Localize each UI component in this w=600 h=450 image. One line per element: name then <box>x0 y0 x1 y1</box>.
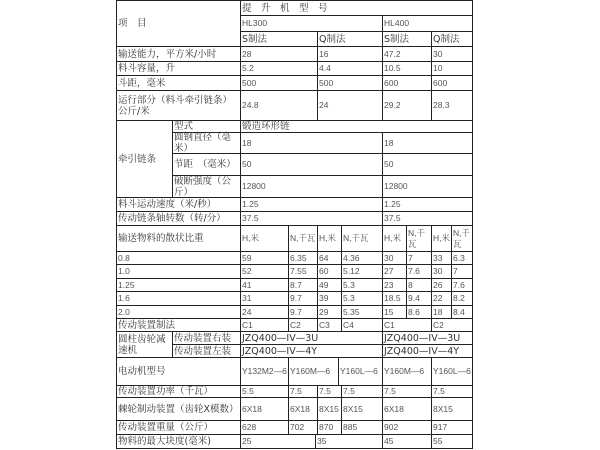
capacity-label: 输送能力，平方米/小时 <box>118 48 217 60</box>
chain-label-cell <box>116 120 173 198</box>
bucket-pitch-label-cell <box>116 75 241 91</box>
material-value-cell <box>406 251 432 265</box>
max-lump-value: 45 <box>384 436 394 446</box>
model-header-cell <box>240 15 383 32</box>
running-weight-value: 28.3 <box>433 100 450 110</box>
chain-diameter-value-cell <box>240 132 383 154</box>
chain-pitch-label-cell <box>172 153 241 176</box>
bucket-speed-label-cell <box>116 197 241 212</box>
bucket-volume-value-cell <box>240 61 318 76</box>
chain-strength-value: 12800 <box>384 181 408 191</box>
material-value-cell <box>288 278 318 292</box>
bucket-volume-value-cell <box>431 61 473 76</box>
material-value: 8.4 <box>453 306 465 317</box>
material-value-cell <box>341 305 383 319</box>
capacity-value-cell <box>240 46 318 62</box>
material-value: 31 <box>242 293 252 303</box>
model-header: HL400 <box>384 18 410 28</box>
running-weight-value: 24.8 <box>242 100 259 110</box>
material-value-cell <box>341 278 383 292</box>
running-weight-label: 运行部分（料斗牵引链条） 公斤/米 <box>118 94 237 117</box>
drive-weight-value-cell <box>317 420 342 435</box>
power-value: 5.5 <box>242 386 254 396</box>
material-value-cell <box>240 251 289 265</box>
ratchet-value: 8X15 <box>319 403 339 414</box>
chain-diameter-value: 18 <box>242 137 252 148</box>
ratchet-label-cell <box>116 397 241 421</box>
ratchet-value: 8X15 <box>343 403 363 414</box>
material-value-cell <box>406 278 432 292</box>
running-weight-value-cell <box>431 90 473 121</box>
material-col-header-cell <box>382 225 407 252</box>
material-value: 6.3 <box>453 252 465 263</box>
power-value: 7.5 <box>290 386 302 396</box>
material-col-header: N,千瓦 <box>290 233 316 243</box>
max-lump-value: 35 <box>317 436 327 446</box>
material-col-header: H,米 <box>242 233 260 243</box>
density-label: 1.6 <box>118 293 130 303</box>
material-value: 5.3 <box>343 279 355 290</box>
capacity-value-cell <box>317 46 383 62</box>
material-value-cell <box>341 291 383 306</box>
chain-strength-label: 破断强度（公斤） <box>174 175 232 198</box>
motor-value-cell <box>288 357 339 386</box>
motor-label: 电动机型号 <box>118 366 166 377</box>
material-col-header: N,千瓦 <box>453 227 471 249</box>
bucket-volume-value-cell <box>317 61 383 76</box>
bucket-speed-value-cell <box>382 197 473 212</box>
material-value-cell <box>382 251 407 265</box>
material-col-header-cell <box>406 225 432 252</box>
bucket-speed-label: 料斗运动速度（米/秒） <box>118 199 217 210</box>
method-header: Q制法 <box>433 33 460 45</box>
material-value: 26 <box>433 279 443 290</box>
motor-value: Y160M—6 <box>290 366 331 376</box>
material-value: 30 <box>433 266 443 276</box>
method-header: S制法 <box>384 33 410 45</box>
material-value-cell <box>240 305 289 319</box>
drive-weight-label: 传动装置重量（公斤） <box>118 422 214 433</box>
drive-method-value-cell <box>382 318 432 332</box>
material-value: 30 <box>384 252 394 263</box>
material-value-cell <box>317 291 342 306</box>
density-label-cell <box>116 291 241 306</box>
drive-weight-value-cell <box>382 420 432 435</box>
material-value: 18.5 <box>384 293 401 303</box>
material-value-cell <box>240 278 289 292</box>
reducer-right-value: JZQ400—IV—3U <box>242 332 319 344</box>
material-value: 18 <box>433 306 443 317</box>
chain-pitch-value-cell <box>240 153 383 176</box>
material-value-cell <box>451 264 473 279</box>
material-value: 7 <box>453 266 458 276</box>
reducer-right-value-cell <box>382 331 473 345</box>
material-value: 33 <box>433 252 443 263</box>
max-lump-value-cell <box>240 434 316 449</box>
chain-type-label: 型式 <box>174 121 194 132</box>
bucket-pitch-value-cell <box>382 75 432 91</box>
ratchet-value-cell <box>431 397 473 421</box>
bucket-volume-value: 5.2 <box>242 63 254 73</box>
material-value: 49 <box>319 279 329 290</box>
material-value: 7 <box>408 252 413 263</box>
method-header: Q制法 <box>319 33 346 45</box>
reducer-right-value: JZQ400—IV—3U <box>384 332 461 344</box>
drive-method-label: 传动装置制法 <box>118 319 176 331</box>
drive-weight-value-cell <box>431 420 473 435</box>
chain-pitch-label: 节距 （毫米） <box>174 159 236 170</box>
material-value-cell <box>451 278 473 292</box>
material-value-cell <box>288 264 318 279</box>
motor-value-cell <box>240 357 289 386</box>
capacity-value: 30 <box>433 48 443 59</box>
material-value-cell <box>382 264 407 279</box>
material-value: 60 <box>319 266 329 276</box>
chain-strength-value-cell <box>240 175 383 198</box>
drive-weight-value-cell <box>288 420 318 435</box>
bucket-pitch-value: 600 <box>384 77 399 88</box>
max-lump-label-cell <box>116 434 241 449</box>
material-value-cell <box>451 251 473 265</box>
item-header-cell <box>116 0 241 47</box>
drive-method-value-cell <box>431 318 473 332</box>
ratchet-value: 6X18 <box>242 403 262 414</box>
drive-weight-value-cell <box>240 420 289 435</box>
material-label-cell <box>116 225 241 252</box>
capacity-value: 28 <box>242 48 252 59</box>
max-lump-value-cell <box>431 434 473 449</box>
running-weight-value: 24 <box>319 100 329 110</box>
power-value: 7.5 <box>343 386 355 396</box>
material-value: 64 <box>319 252 329 263</box>
material-value-cell <box>451 291 473 306</box>
material-value: 7.6 <box>408 266 420 276</box>
running-weight-value-cell <box>317 90 383 121</box>
chain-strength-label-cell <box>172 175 241 198</box>
chain-strength-value-cell <box>382 175 473 198</box>
density-label-cell <box>116 251 241 265</box>
running-weight-label-cell <box>116 90 241 121</box>
material-value: 39 <box>319 293 329 303</box>
material-value-cell <box>431 278 452 292</box>
drive-method-value: C1 <box>384 319 395 330</box>
drive-method-value: C2 <box>290 319 301 330</box>
material-value: 8.7 <box>290 279 302 290</box>
bucket-pitch-value: 500 <box>319 77 334 88</box>
shaft-speed-value: 37.5 <box>242 213 259 223</box>
reducer-right-label-cell <box>172 331 241 345</box>
material-col-header-cell <box>451 225 473 252</box>
chain-diameter-value-cell <box>382 132 473 154</box>
method-header: S制法 <box>242 33 268 45</box>
running-weight-value: 29.2 <box>384 100 401 110</box>
chain-diameter-value: 18 <box>384 137 394 148</box>
max-lump-value-cell <box>382 434 432 449</box>
ratchet-value-cell <box>240 397 289 421</box>
material-value: 8.2 <box>453 293 465 303</box>
material-label: 输送物料的散状比重 <box>118 233 204 244</box>
material-value: 29 <box>319 306 329 317</box>
material-value: 4.36 <box>343 252 360 263</box>
density-label: 2.0 <box>118 306 130 317</box>
bucket-pitch-value-cell <box>431 75 473 91</box>
ratchet-value-cell <box>382 397 432 421</box>
ratchet-value-cell <box>288 397 318 421</box>
bucket-pitch-label: 斗距，毫米 <box>118 77 166 89</box>
reducer-left-value: JZQ400—IV—4Y <box>242 345 318 357</box>
chain-type-value: 锻造环形链 <box>242 121 290 132</box>
material-value: 41 <box>242 279 252 290</box>
motor-label-cell <box>116 357 241 386</box>
ratchet-value-cell <box>341 397 383 421</box>
ratchet-value: 6X18 <box>290 403 310 414</box>
drive-method-value: C3 <box>319 319 330 330</box>
material-value: 5.3 <box>343 293 355 303</box>
capacity-value: 16 <box>319 48 329 59</box>
material-value: 8.6 <box>408 306 420 317</box>
material-value-cell <box>406 264 432 279</box>
bucket-volume-value: 10 <box>433 63 443 73</box>
material-value-cell <box>406 305 432 319</box>
material-value-cell <box>406 291 432 306</box>
material-value: 5.35 <box>343 306 360 317</box>
method-header-cell <box>240 31 318 47</box>
material-value: 8 <box>408 279 413 290</box>
material-value: 7.55 <box>290 266 307 276</box>
bucket-speed-value-cell <box>240 197 383 212</box>
motor-value: Y160L—6 <box>340 366 378 376</box>
material-value-cell <box>431 264 452 279</box>
motor-value-cell <box>431 357 473 386</box>
material-col-header-cell <box>341 225 383 252</box>
bucket-volume-label: 料斗容量，升 <box>118 63 176 74</box>
material-value: 5.12 <box>343 266 360 276</box>
bucket-pitch-value: 600 <box>433 77 448 88</box>
drive-method-value-cell <box>341 318 383 332</box>
reducer-left-label-cell <box>172 344 241 358</box>
drive-method-value: C1 <box>242 319 253 330</box>
material-col-header-cell <box>240 225 289 252</box>
ratchet-value-cell <box>317 397 342 421</box>
drive-weight-value: 885 <box>343 422 358 432</box>
chain-strength-value: 12800 <box>242 181 266 191</box>
material-col-header: H,米 <box>433 233 451 243</box>
running-weight-value-cell <box>382 90 432 121</box>
bucket-volume-value-cell <box>382 61 432 76</box>
power-value: 7.5 <box>384 386 396 396</box>
method-header-cell <box>317 31 383 47</box>
material-value: 22 <box>433 293 443 303</box>
material-value-cell <box>317 305 342 319</box>
capacity-label-cell <box>116 46 241 62</box>
model-header: HL300 <box>242 18 268 28</box>
bucket-volume-value: 4.4 <box>319 63 331 73</box>
material-value-cell <box>341 251 383 265</box>
drive-weight-value: 917 <box>433 422 448 432</box>
material-value-cell <box>341 264 383 279</box>
material-value: 27 <box>384 266 394 276</box>
drive-weight-value: 702 <box>290 422 305 432</box>
chain-pitch-value-cell <box>382 153 473 176</box>
material-value-cell <box>451 305 473 319</box>
material-value-cell <box>431 291 452 306</box>
material-value: 6.35 <box>290 252 307 263</box>
chain-pitch-value: 50 <box>242 159 252 169</box>
max-lump-value: 55 <box>433 436 443 446</box>
reducer-left-value-cell <box>240 344 383 358</box>
item-header: 项 目 <box>118 18 147 29</box>
material-value-cell <box>382 278 407 292</box>
density-label: 0.8 <box>118 252 130 263</box>
motor-value: Y132M2—6 <box>242 366 287 376</box>
material-value: 9.7 <box>290 306 302 317</box>
drive-weight-value: 870 <box>319 422 334 432</box>
material-value-cell <box>431 305 452 319</box>
motor-value: Y160M—6 <box>384 366 425 376</box>
material-value: 23 <box>384 279 394 290</box>
density-label-cell <box>116 264 241 279</box>
model-header-cell <box>382 15 473 32</box>
power-label: 传动装置功率（千瓦） <box>118 386 214 397</box>
method-header-cell <box>431 31 473 47</box>
material-col-header: H,米 <box>384 233 402 243</box>
material-value-cell <box>382 291 407 306</box>
machine-model-header-cell <box>240 0 473 16</box>
reducer-right-label: 传动装置右装 <box>174 332 232 344</box>
max-lump-label: 物料的最大块度(毫米) <box>118 436 211 447</box>
bucket-volume-value: 10.5 <box>384 63 401 73</box>
shaft-speed-label-cell <box>116 211 241 226</box>
drive-weight-value-cell <box>341 420 383 435</box>
material-col-header: N,千瓦 <box>343 233 369 243</box>
material-value-cell <box>240 264 289 279</box>
reducer-right-value-cell <box>240 331 383 345</box>
material-col-header-cell <box>317 225 342 252</box>
machine-model-header: 提 升 机 型 号 <box>242 2 328 14</box>
method-header-cell <box>382 31 432 47</box>
ratchet-label: 棘轮制动装置（齿轮X模数） <box>118 403 239 415</box>
drive-method-value: C2 <box>433 319 444 330</box>
reducer-label-cell <box>116 331 173 358</box>
drive-weight-value: 902 <box>384 422 399 432</box>
ratchet-value: 6X18 <box>384 403 404 414</box>
capacity-value: 47.2 <box>384 48 401 59</box>
drive-method-label-cell <box>116 318 241 332</box>
motor-value: Y160L—6 <box>433 366 471 376</box>
material-value-cell <box>317 251 342 265</box>
material-col-header-cell <box>431 225 452 252</box>
reducer-left-label: 传动装置左装 <box>174 345 232 357</box>
density-label: 1.25 <box>118 279 135 290</box>
chain-diameter-label-cell <box>172 132 241 154</box>
reducer-left-value: JZQ400—IV—4Y <box>384 345 460 357</box>
material-value: 24 <box>242 306 252 317</box>
chain-label: 牵引链条 <box>118 153 157 165</box>
material-value-cell <box>431 251 452 265</box>
shaft-speed-label: 传动链条轴转数（转/分） <box>118 213 226 224</box>
material-value: 9.4 <box>408 293 420 303</box>
material-value-cell <box>288 251 318 265</box>
material-value-cell <box>317 278 342 292</box>
bucket-pitch-value: 500 <box>242 77 257 88</box>
density-label-cell <box>116 278 241 292</box>
material-value-cell <box>288 305 318 319</box>
material-value-cell <box>288 291 318 306</box>
drive-weight-label-cell <box>116 420 241 435</box>
chain-pitch-value: 50 <box>384 159 394 169</box>
bucket-pitch-value-cell <box>240 75 318 91</box>
bucket-speed-value: 1.25 <box>384 199 401 209</box>
running-weight-value-cell <box>240 90 318 121</box>
material-value: 52 <box>242 266 252 276</box>
material-col-header: N,千瓦 <box>408 227 426 249</box>
material-value-cell <box>382 305 407 319</box>
power-value: 7.5 <box>319 386 331 396</box>
material-value-cell <box>240 291 289 306</box>
shaft-speed-value: 37.5 <box>384 213 401 223</box>
material-col-header-cell <box>288 225 318 252</box>
chain-diameter-label: 圆钢直径（毫米） <box>174 132 232 154</box>
density-label-cell <box>116 305 241 319</box>
density-label: 1.0 <box>118 266 130 276</box>
max-lump-value-cell <box>315 434 383 449</box>
motor-value-cell <box>382 357 432 386</box>
shaft-speed-value-cell <box>240 211 383 226</box>
drive-method-value-cell <box>240 318 289 332</box>
capacity-value-cell <box>382 46 432 62</box>
bucket-speed-value: 1.25 <box>242 199 259 209</box>
motor-value-cell <box>338 357 383 386</box>
drive-method-value-cell <box>317 318 342 332</box>
reducer-label: 圆柱齿轮减速机 <box>118 333 166 356</box>
shaft-speed-value-cell <box>382 211 473 226</box>
max-lump-value: 25 <box>242 436 252 446</box>
power-value: 7.5 <box>433 386 445 396</box>
material-value: 15 <box>384 306 394 317</box>
material-value: 7.6 <box>453 279 465 290</box>
material-col-header: H,米 <box>319 233 337 243</box>
bucket-pitch-value-cell <box>317 75 383 91</box>
material-value: 9.7 <box>290 293 302 303</box>
drive-weight-value: 628 <box>242 422 257 432</box>
drive-method-value-cell <box>288 318 318 332</box>
reducer-left-value-cell <box>382 344 473 358</box>
drive-method-value: C4 <box>343 319 354 330</box>
ratchet-value: 8X15 <box>433 403 453 414</box>
capacity-value-cell <box>431 46 473 62</box>
bucket-volume-label-cell <box>116 61 241 76</box>
material-value-cell <box>317 264 342 279</box>
material-value: 59 <box>242 252 252 263</box>
